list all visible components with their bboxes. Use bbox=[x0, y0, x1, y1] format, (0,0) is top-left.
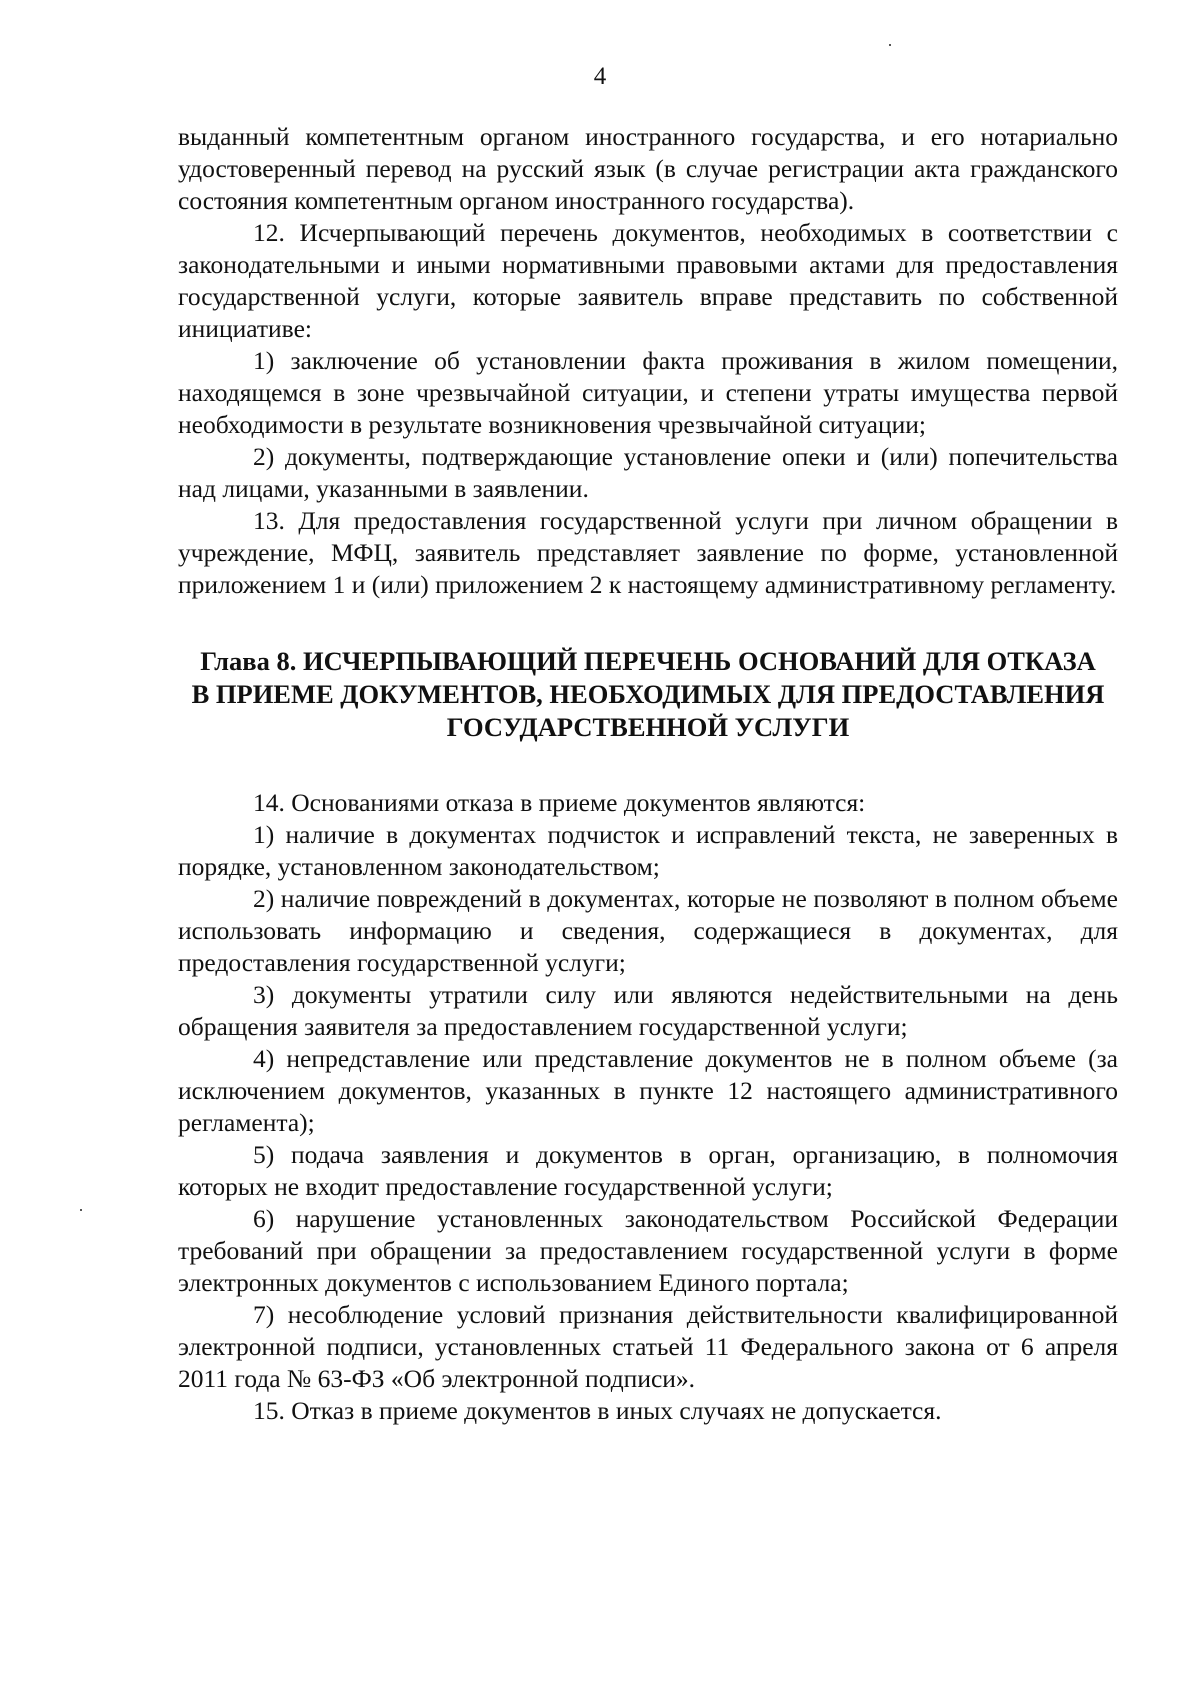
chapter-heading-line-3: ГОСУДАРСТВЕННОЙ УСЛУГИ bbox=[446, 712, 850, 742]
paragraph-foreign-document-translation: выданный компетентным органом иностранного государства, и его нотариально удостоверенный перевод на русский язык (в случае регистрации акта гражданского состояния компетентным органом иностранного государства). bbox=[178, 122, 1118, 215]
list-item-14-2: 2) наличие повреждений в документах, которые не позволяют в полном объеме использовать информацию и сведения, содержащиеся в документах, для предоставления государственной услуги; bbox=[178, 884, 1118, 977]
chapter-8-heading bbox=[178, 645, 1118, 744]
chapter-heading-line-1: Глава 8. ИСЧЕРПЫВАЮЩИЙ ПЕРЕЧЕНЬ ОСНОВАНИЙ ДЛЯ ОТКАЗА bbox=[200, 646, 1096, 676]
paragraph-14-refusal-grounds: 14. Основаниями отказа в приеме документов являются: bbox=[253, 788, 866, 817]
list-item-14-7: 7) несоблюдение условий признания действительности квалифицированной электронной подписи, установленных статьей 11 Федерального закона от 6 апреля 2011 года № 63-ФЗ «Об электронной подписи». bbox=[178, 1300, 1118, 1393]
paragraph-13-application-form: 13. Для предоставления государственной услуги при личном обращении в учреждение, МФЦ, заявитель представляет заявление по форме, установленной приложением 1 и (или) приложением 2 к настоящему административному регламенту. bbox=[178, 506, 1118, 599]
list-item-12-2: 2) документы, подтверждающие установление опеки и (или) попечительства над лицами, указанными в заявлении. bbox=[178, 442, 1118, 503]
list-item-14-4: 4) непредставление или представление документов не в полном объеме (за исключением документов, указанных в пункте 12 настоящего административного регламента); bbox=[178, 1044, 1118, 1137]
list-item-12-1: 1) заключение об установлении факта проживания в жилом помещении, находящемся в зоне чрезвычайной ситуации, и степени утраты имущества первой необходимости в результате возникновения чрезвычайной ситуации; bbox=[178, 346, 1118, 439]
chapter-heading-line-2: В ПРИЕМЕ ДОКУМЕНТОВ, НЕОБХОДИМЫХ ДЛЯ ПРЕДОСТАВЛЕНИЯ bbox=[191, 679, 1105, 709]
document-body bbox=[178, 121, 1118, 1427]
scan-speck bbox=[80, 1209, 82, 1211]
list-item-14-6: 6) нарушение установленных законодательством Российской Федерации требований при обращении за предоставлением государственной услуги в форме электронных документов с использованием Единого портала; bbox=[178, 1204, 1118, 1297]
list-item-14-1: 1) наличие в документах подчисток и исправлений текста, не заверенных в порядке, установленном законодательством; bbox=[178, 820, 1118, 881]
paragraph-12-optional-documents: 12. Исчерпывающий перечень документов, необходимых в соответствии с законодательными и иными нормативными правовыми актами для предоставления государственной услуги, которые заявитель вправе представить по собственной инициативе: bbox=[178, 218, 1118, 343]
list-item-14-3: 3) документы утратили силу или являются недействительными на день обращения заявителя за предоставлением государственной услуги; bbox=[178, 980, 1118, 1041]
page-number: 4 bbox=[593, 63, 607, 90]
scan-speck bbox=[889, 44, 891, 46]
paragraph-15-no-other-refusal: 15. Отказ в приеме документов в иных случаях не допускается. bbox=[253, 1396, 942, 1425]
list-item-14-5: 5) подача заявления и документов в орган, организацию, в полномочия которых не входит предоставление государственной услуги; bbox=[178, 1140, 1118, 1201]
